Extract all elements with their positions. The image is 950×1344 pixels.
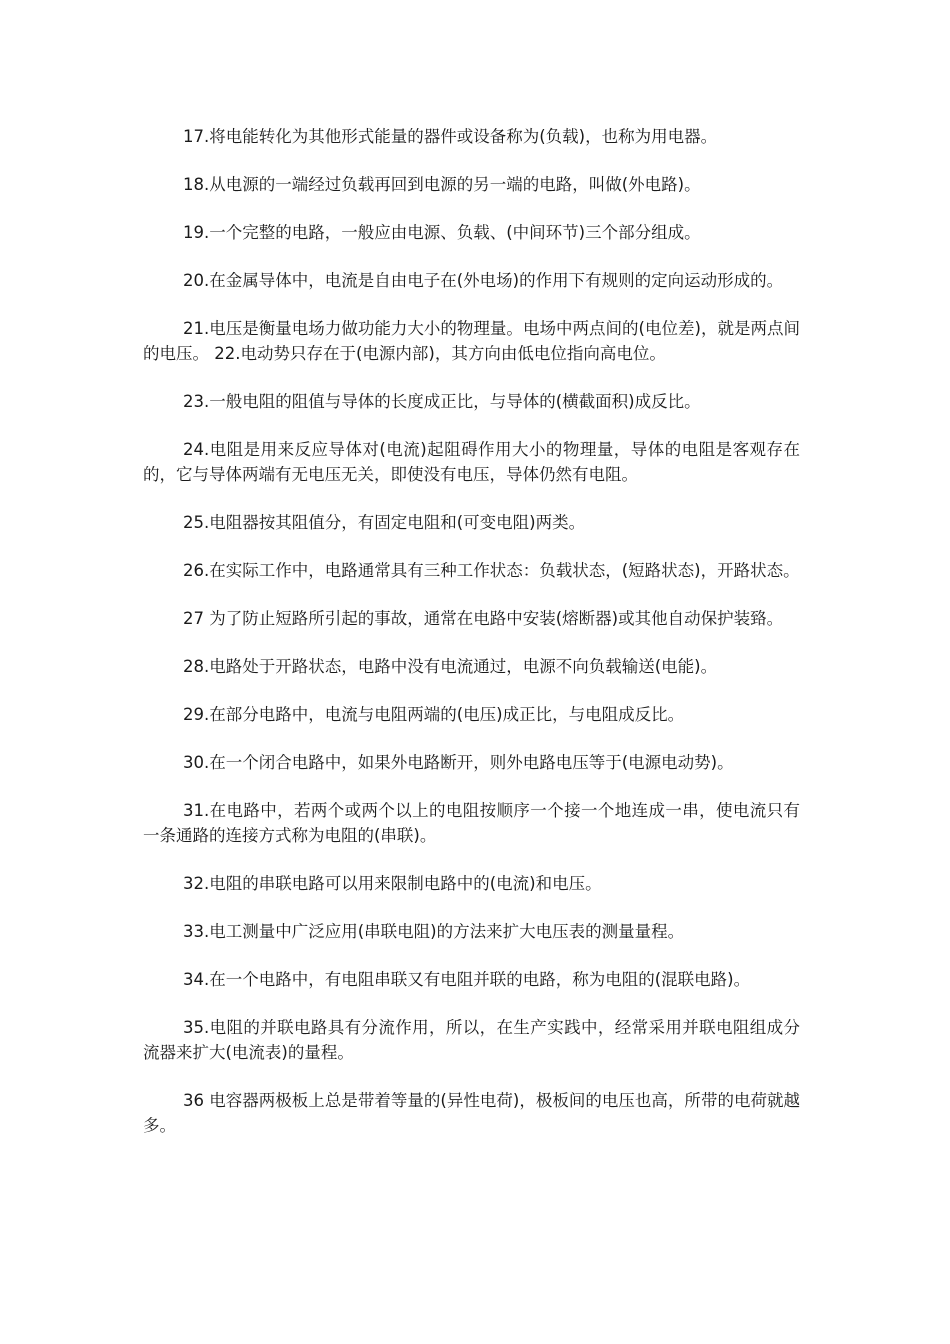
paragraph-21-22: 21.电压是衡量电场力做功能力大小的物理量。电场中两点间的(电位差)，就是两点间的电压。 22.电动势只存在于(电源内部)，其方向由低电位指向高电位。: [143, 319, 800, 363]
paragraph-20: 20.在金属导体中，电流是自由电子在(外电场)的作用下有规则的定向运动形成的。: [183, 271, 784, 290]
paragraph-32: 32.电阻的串联电路可以用来限制电路中的(电流)和电压。: [183, 874, 602, 893]
paragraph-30: 30.在一个闭合电路中，如果外电路断开，则外电路电压等于(电源电动势)。: [183, 753, 734, 772]
paragraph-35: 35.电阻的并联电路具有分流作用，所以，在生产实践中，经常采用并联电阻组成分流器来扩大(电流表)的量程。: [143, 1018, 800, 1062]
paragraph-25: 25.电阻器按其阻值分，有固定电阻和(可变电阻)两类。: [183, 513, 586, 532]
paragraph-29: 29.在部分电路中，电流与电阻两端的(电压)成正比，与电阻成反比。: [183, 705, 685, 724]
paragraph-26: 26.在实际工作中，电路通常具有三种工作状态：负载状态，(短路状态)，开路状态。: [183, 561, 800, 580]
paragraph-28: 28.电路处于开路状态，电路中没有电流通过，电源不向负载输送(电能)。: [183, 657, 718, 676]
paragraph-27: 27 为了防止短路所引起的事故，通常在电路中安装(熔断器)或其他自动保护装臵。: [183, 609, 784, 628]
paragraph-24: 24.电阻是用来反应导体对(电流)起阻碍作用大小的物理量，导体的电阻是客观存在的，它与导体两端有无电压无关，即使没有电压，导体仍然有电阻。: [143, 440, 800, 484]
paragraph-31: 31.在电路中，若两个或两个以上的电阻按顺序一个接一个地连成一串，使电流只有一条通路的连接方式称为电阻的(串联)。: [143, 801, 800, 845]
paragraph-17: 17.将电能转化为其他形式能量的器件或设备称为(负载)，也称为用电器。: [183, 127, 718, 146]
paragraph-33: 33.电工测量中广泛应用(串联电阻)的方法来扩大电压表的测量量程。: [183, 922, 685, 941]
paragraph-23: 23.一般电阻的阻值与导体的长度成正比，与导体的(横截面积)成反比。: [183, 392, 701, 411]
paragraph-19: 19.一个完整的电路，一般应由电源、负载、(中间环节)三个部分组成。: [183, 223, 701, 242]
paragraph-36: 36 电容器两极板上总是带着等量的(异性电荷)，极板间的电压也高，所带的电荷就越多。: [143, 1091, 800, 1135]
paragraph-34: 34.在一个电路中，有电阻串联又有电阻并联的电路，称为电阻的(混联电路)。: [183, 970, 751, 989]
document-body: [143, 124, 800, 1161]
paragraph-18: 18.从电源的一端经过负载再回到电源的另一端的电路，叫做(外电路)。: [183, 175, 701, 194]
